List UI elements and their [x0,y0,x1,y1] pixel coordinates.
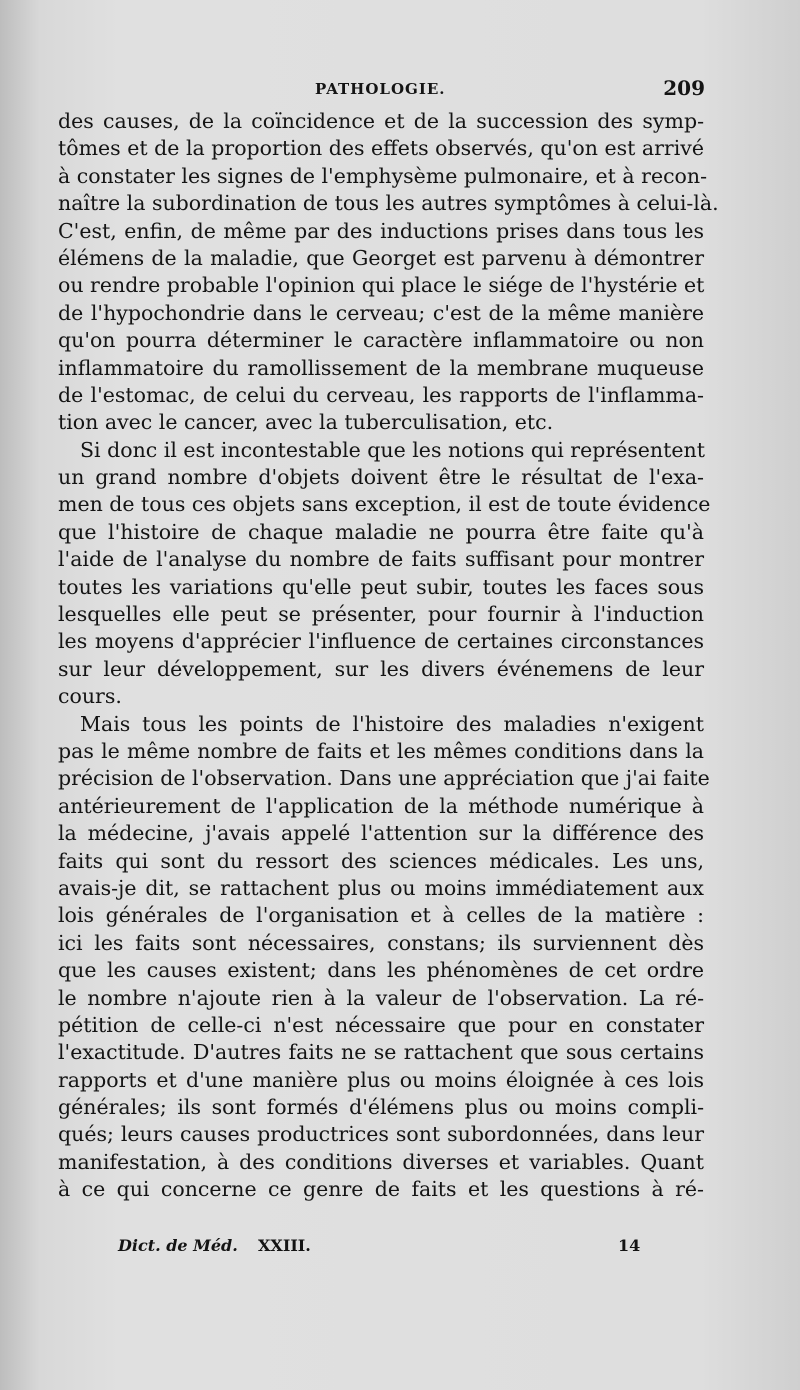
text-line: tion avec le cancer, avec la tuberculisation, etc. [58,410,554,435]
text-line: men de tous ces objets sans exception, il est de toute évidence [58,492,711,517]
text-line: lois générales de l'organisation et à celles de la matière : [58,903,704,928]
text-line: élémens de la maladie, que Georget est parvenu à démontrer [58,245,704,270]
signature-sheet-number: 14 [618,1236,641,1255]
text-line: à constater les signes de l'emphysème pulmonaire, et à recon- [58,163,708,188]
page-number: 209 [663,76,705,100]
text-line: sur leur développement, sur les divers événemens de leur [58,656,704,681]
text-line: la médecine, j'avais appelé l'attention sur la différence des [58,821,704,846]
text-line: de l'estomac, de celui du cerveau, les rapports de l'inflamma- [58,382,704,407]
text-line: naître la subordination de tous les autres symptômes à celui-là. [58,191,719,216]
text-line: précision de l'observation. Dans une appréciation que j'ai faite [58,766,710,791]
paragraph-start: Si donc il est incontestable que les notions qui représentent [80,437,705,462]
text-line: l'exactitude. D'autres faits ne se rattachent que sous certains [58,1040,704,1065]
text-line: tômes et de la proportion des effets observés, qu'on est arrivé [58,136,704,161]
text-line: cours. [58,684,122,709]
text-line: ou rendre probable l'opinion qui place le siége de l'hystérie et [58,273,705,298]
text-line: le nombre n'ajoute rien à la valeur de l'observation. La ré- [58,985,704,1010]
text-line: l'aide de l'analyse du nombre de faits suffisant pour montrer [58,547,704,572]
text-line: générales; ils sont formés d'élémens plus ou moins compli- [58,1095,704,1120]
text-line: que l'histoire de chaque maladie ne pourra être faite qu'à [58,519,704,544]
text-line: antérieurement de l'application de la méthode numérique à [58,793,704,818]
text-line: ici les faits sont nécessaires, constans; ils surviennent dès [58,930,704,955]
page-footer [58,1236,704,1260]
text-line: pas le même nombre de faits et les mêmes conditions dans la [58,738,704,763]
text-line: toutes les variations qu'elle peut subir, toutes les faces sous [58,574,704,599]
text-line: pétition de celle-ci n'est nécessaire que pour en constater [58,1012,704,1037]
paragraph-start: Mais tous les points de l'histoire des maladies n'exigent [80,711,704,736]
text-line: qués; leurs causes productrices sont subordonnées, dans leur [58,1122,704,1147]
text-line: qu'on pourra déterminer le caractère inflammatoire ou non [58,328,704,353]
text-line: lesquelles elle peut se présenter, pour fournir à l'induction [58,602,704,627]
text-line: manifestation, à des conditions diverses et variables. Quant [58,1149,704,1174]
text-line: un grand nombre d'objets doivent être le résultat de l'exa- [58,465,704,490]
signature-title: Dict. de Méd. [118,1236,238,1255]
text-line: les moyens d'apprécier l'influence de certaines circonstances [58,629,704,654]
body-text [58,108,719,1204]
text-line: C'est, enfin, de même par des inductions prises dans tous les [58,218,704,243]
text-line: rapports et d'une manière plus ou moins éloignée à ces lois [58,1067,704,1092]
text-line: de l'hypochondrie dans le cerveau; c'est de la même manière [58,300,704,325]
text-line: des causes, de la coïncidence et de la succession des symp- [58,109,704,133]
page-header [60,76,705,106]
text-line: faits qui sont du ressort des sciences médicales. Les uns, [58,848,704,873]
text-line: avais-je dit, se rattachent plus ou moins immédiatement aux [58,875,704,900]
signature-volume: XXIII. [258,1236,311,1255]
text-line: à ce qui concerne ce genre de faits et les questions à ré- [58,1177,704,1202]
running-head: PATHOLOGIE. [315,80,446,98]
text-line: inflammatoire du ramollissement de la membrane muqueuse [58,355,704,380]
text-line: que les causes existent; dans les phénomènes de cet ordre [58,958,704,983]
